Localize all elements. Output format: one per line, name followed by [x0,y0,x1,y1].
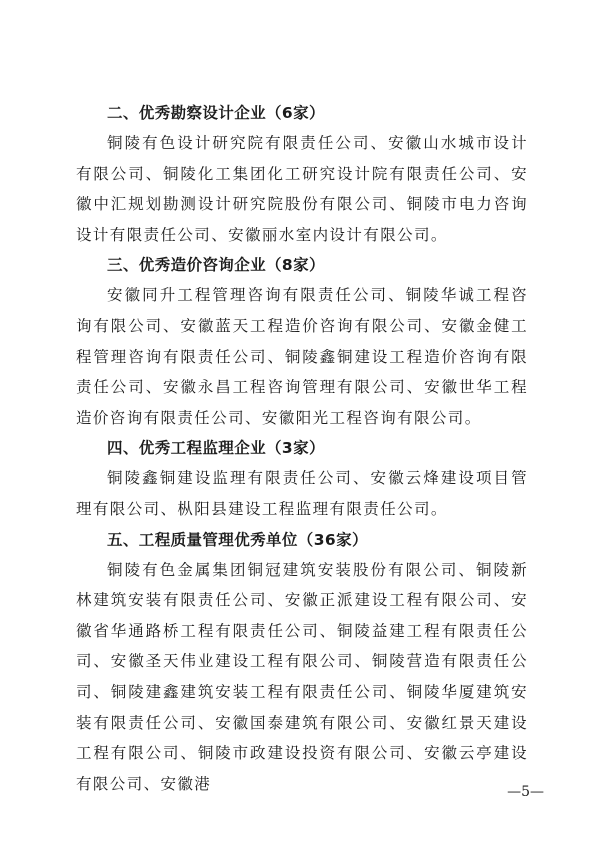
section-heading: 三、优秀造价咨询企业（8家） [107,256,325,275]
section-heading: 五、工程质量管理优秀单位（36家） [107,530,368,549]
section-quality-management [76,525,528,800]
section-survey-design [76,98,528,250]
section-paragraph: 铜陵有色金属集团铜冠建筑安装股份有限公司、铜陵新林建筑安装有限责任公司、安徽正派建设工程有限公司、安徽省华通路桥工程有限责任公司、铜陵益建工程有限责任公司、安徽圣天伟业建设工程有限公司、铜陵营造有限责任公司、铜陵建鑫建筑安装工程有限责任公司、铜陵华厦建筑安装有限责任公司、安徽国泰建筑有限公司、安徽红景天建设工程有限公司、铜陵市政建设投资有限公司、安徽云亭建设有限公司、安徽港 [76,560,528,793]
section-heading: 二、优秀勘察设计企业（6家） [107,104,325,122]
section-paragraph: 铜陵鑫铜建设监理有限责任公司、安徽云烽建设项目管理有限公司、枞阳县建设工程监理有限责任公司。 [76,469,528,518]
document-body [76,98,528,799]
section-paragraph: 铜陵有色设计研究院有限责任公司、安徽山水城市设计有限公司、铜陵化工集团化工研究设计院有限责任公司、安徽中汇规划勘测设计研究院股份有限公司、铜陵市电力咨询设计有限责任公司、安徽丽水室内设计有限公司。 [76,134,528,244]
section-cost-consulting [76,250,528,433]
section-paragraph: 安徽同升工程管理咨询有限责任公司、铜陵华诚工程咨询有限公司、安徽蓝天工程造价咨询有限公司、安徽金健工程管理咨询有限责任公司、铜陵鑫铜建设工程造价咨询有限责任公司、安徽永昌工程咨询管理有限公司、安徽世华工程造价咨询有限责任公司、安徽阳光工程咨询有限公司。 [76,286,528,427]
section-heading: 四、优秀工程监理企业（3家） [107,439,325,458]
page-number: —5— [507,784,544,800]
section-supervision [76,433,528,524]
